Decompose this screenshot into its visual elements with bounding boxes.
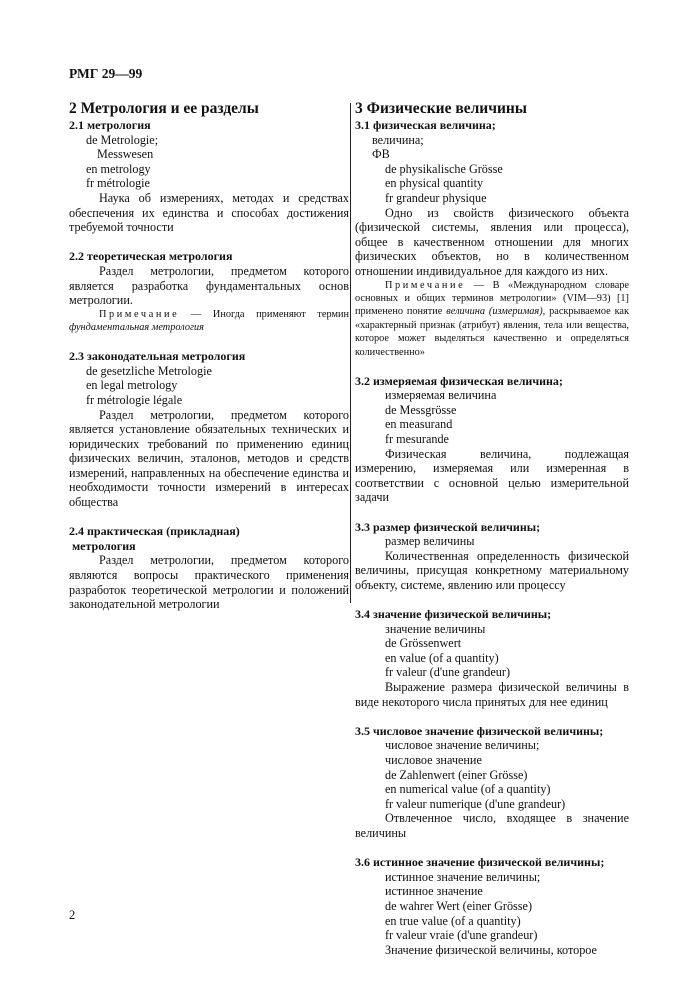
term-3-6 xyxy=(355,855,629,957)
term-3-6-en: en true value (of a quantity) xyxy=(385,913,521,928)
term-3-4-definition: Выражение размера физической величины в виде некоторого числа принятых для нее единиц xyxy=(355,680,629,709)
document-code: РМГ 29—99 xyxy=(69,66,143,81)
term-2-3-fr: fr métrologie légale xyxy=(86,392,183,407)
term-3-5-synonym-2: числовое значение xyxy=(385,753,482,767)
term-3-1-note xyxy=(355,279,629,359)
term-3-6-synonym-2: истинное значение xyxy=(385,884,483,899)
term-3-2-title: 3.2 измеряемая физическая величина; xyxy=(355,373,563,388)
column-divider xyxy=(350,103,351,603)
term-2-3-title: 2.3 законодательная метрология xyxy=(69,349,246,364)
term-3-1-de: de physikalische Grösse xyxy=(385,161,503,176)
term-2-4-definition: Раздел метрологии, предметом которого являются вопросы практического применения разработок теоретической метрологии и положений законодательной метрологии xyxy=(69,553,349,612)
term-3-5-fr: fr valeur numerique (d'une grandeur) xyxy=(385,796,566,811)
term-3-3-definition: Количественная определенность физической величины, присущая конкретному материальному объекту, системе, явлению или процессу xyxy=(355,548,629,592)
term-3-1-definition: Одно из свойств физического объекта (физической системы, явления или процесса), общее в качественном отношении для многих физических объектов, но в количественном отношении индивидуальное для каждого из них. xyxy=(355,205,629,278)
term-2-2-definition: Раздел метрологии, предметом которого является разработка фундаментальных основ метрологии. xyxy=(69,263,349,308)
term-3-5-en: en numerical value (of a quantity) xyxy=(385,782,551,797)
term-3-6-de: de wahrer Wert (einer Grösse) xyxy=(385,898,533,913)
note-term: фундаментальная метрология xyxy=(69,322,204,334)
term-3-1-en: en physical quantity xyxy=(385,176,484,191)
term-3-2-fr: fr mesurande xyxy=(385,431,449,446)
term-3-4-fr: fr valeur (d'une grandeur) xyxy=(385,665,511,680)
section-2-title: 2 Метрология и ее разделы xyxy=(69,100,259,117)
term-3-3-title: 3.3 размер физической величины; xyxy=(355,519,541,534)
term-3-5-title: 3.5 числовое значение физической величины; xyxy=(355,723,604,738)
term-2-3 xyxy=(69,349,349,510)
term-3-6-title: 3.6 истинное значение физической величины; xyxy=(355,855,605,870)
term-2-1-title: 2.1 метрология xyxy=(69,118,151,132)
page-number: 2 xyxy=(69,908,76,922)
term-3-4-title: 3.4 значение физической величины; xyxy=(355,607,552,622)
term-3-5-synonym-1: числовое значение величины; xyxy=(385,738,540,753)
note-text: — Иногда применяют термин xyxy=(179,308,349,320)
term-3-4 xyxy=(355,607,629,709)
term-2-1-en: en metrology xyxy=(86,161,151,176)
term-2-3-de: de gesetzliche Metrologie xyxy=(86,363,212,378)
term-3-1-title: 3.1 физическая величина; xyxy=(355,118,496,132)
note-text-1: — В «Международном словаре основных и общих терминов метрологии» (VIM—93) [1] применено понятие xyxy=(355,279,629,318)
left-column xyxy=(69,100,349,612)
term-3-6-fr: fr valeur vraie (d'une grandeur) xyxy=(385,928,538,943)
note-text-2: раскрываемое как «характерный признак (атрибут) явления, тела или вещества, которое может выделяться качественно и определяться количественно» xyxy=(355,306,629,358)
term-3-5 xyxy=(355,724,629,841)
term-3-1 xyxy=(355,118,629,359)
term-3-2-en: en measurand xyxy=(385,417,453,432)
section-3-title: 3 Физические величины xyxy=(355,100,527,117)
term-2-2-title: 2.2 теоретическая метрология xyxy=(69,249,233,264)
note-italic: величина (измеримая), xyxy=(446,306,546,318)
term-3-3-synonym: размер величины xyxy=(385,534,475,549)
term-3-2-de: de Messgrösse xyxy=(385,402,457,417)
term-2-1-de2: Messwesen xyxy=(97,147,154,162)
term-3-2 xyxy=(355,374,629,505)
term-3-3 xyxy=(355,520,629,593)
term-2-3-definition: Раздел метрологии, предметом которого является установление обязательных технических и юридических требований по применению единиц физических величин, эталонов, методов и средств измерений, направленных на обеспечение единства и необходимости точности измерений в интересах общества xyxy=(69,407,349,510)
term-3-6-definition: Значение физической величины, которое xyxy=(385,942,597,957)
term-3-6-synonym-1: истинное значение величины; xyxy=(385,869,541,884)
note-label: Примечание xyxy=(385,279,466,291)
term-2-4-title-line2: метрология xyxy=(72,538,136,553)
term-2-3-en: en legal metrology xyxy=(86,378,178,393)
term-3-4-de: de Grössenwert xyxy=(385,636,462,651)
term-3-4-synonym: значение величины xyxy=(385,621,486,636)
term-3-1-fr: fr grandeur physique xyxy=(385,190,487,205)
term-3-5-definition: Отвлеченное число, входящее в значение величины xyxy=(355,811,629,840)
term-3-1-abbr: ФВ xyxy=(372,147,390,162)
right-column xyxy=(355,100,629,957)
term-2-1-de: de Metrologie; xyxy=(86,132,159,147)
term-2-2 xyxy=(69,249,349,334)
term-3-2-definition: Физическая величина, подлежащая измерению, измеряемая или измеренная в соответствии с основной целью измерительной задачи xyxy=(355,446,629,505)
note-label: Примечание xyxy=(99,308,180,320)
term-2-1-fr: fr métrologie xyxy=(86,176,150,191)
term-3-2-synonym: измеряемая величина xyxy=(385,388,497,403)
term-2-1 xyxy=(69,118,349,235)
term-2-1-definition: Наука об измерениях, методах и средствах обеспечения их единства и способах достижения требуемой точности xyxy=(69,190,349,235)
term-2-4-title: 2.4 практическая (прикладная) xyxy=(69,524,240,539)
term-2-2-note xyxy=(69,308,349,335)
term-3-4-en: en value (of a quantity) xyxy=(385,650,499,665)
term-3-5-de: de Zahlenwert (einer Grösse) xyxy=(385,767,528,782)
term-2-4 xyxy=(69,524,349,612)
term-3-1-synonym: величина; xyxy=(372,132,424,147)
